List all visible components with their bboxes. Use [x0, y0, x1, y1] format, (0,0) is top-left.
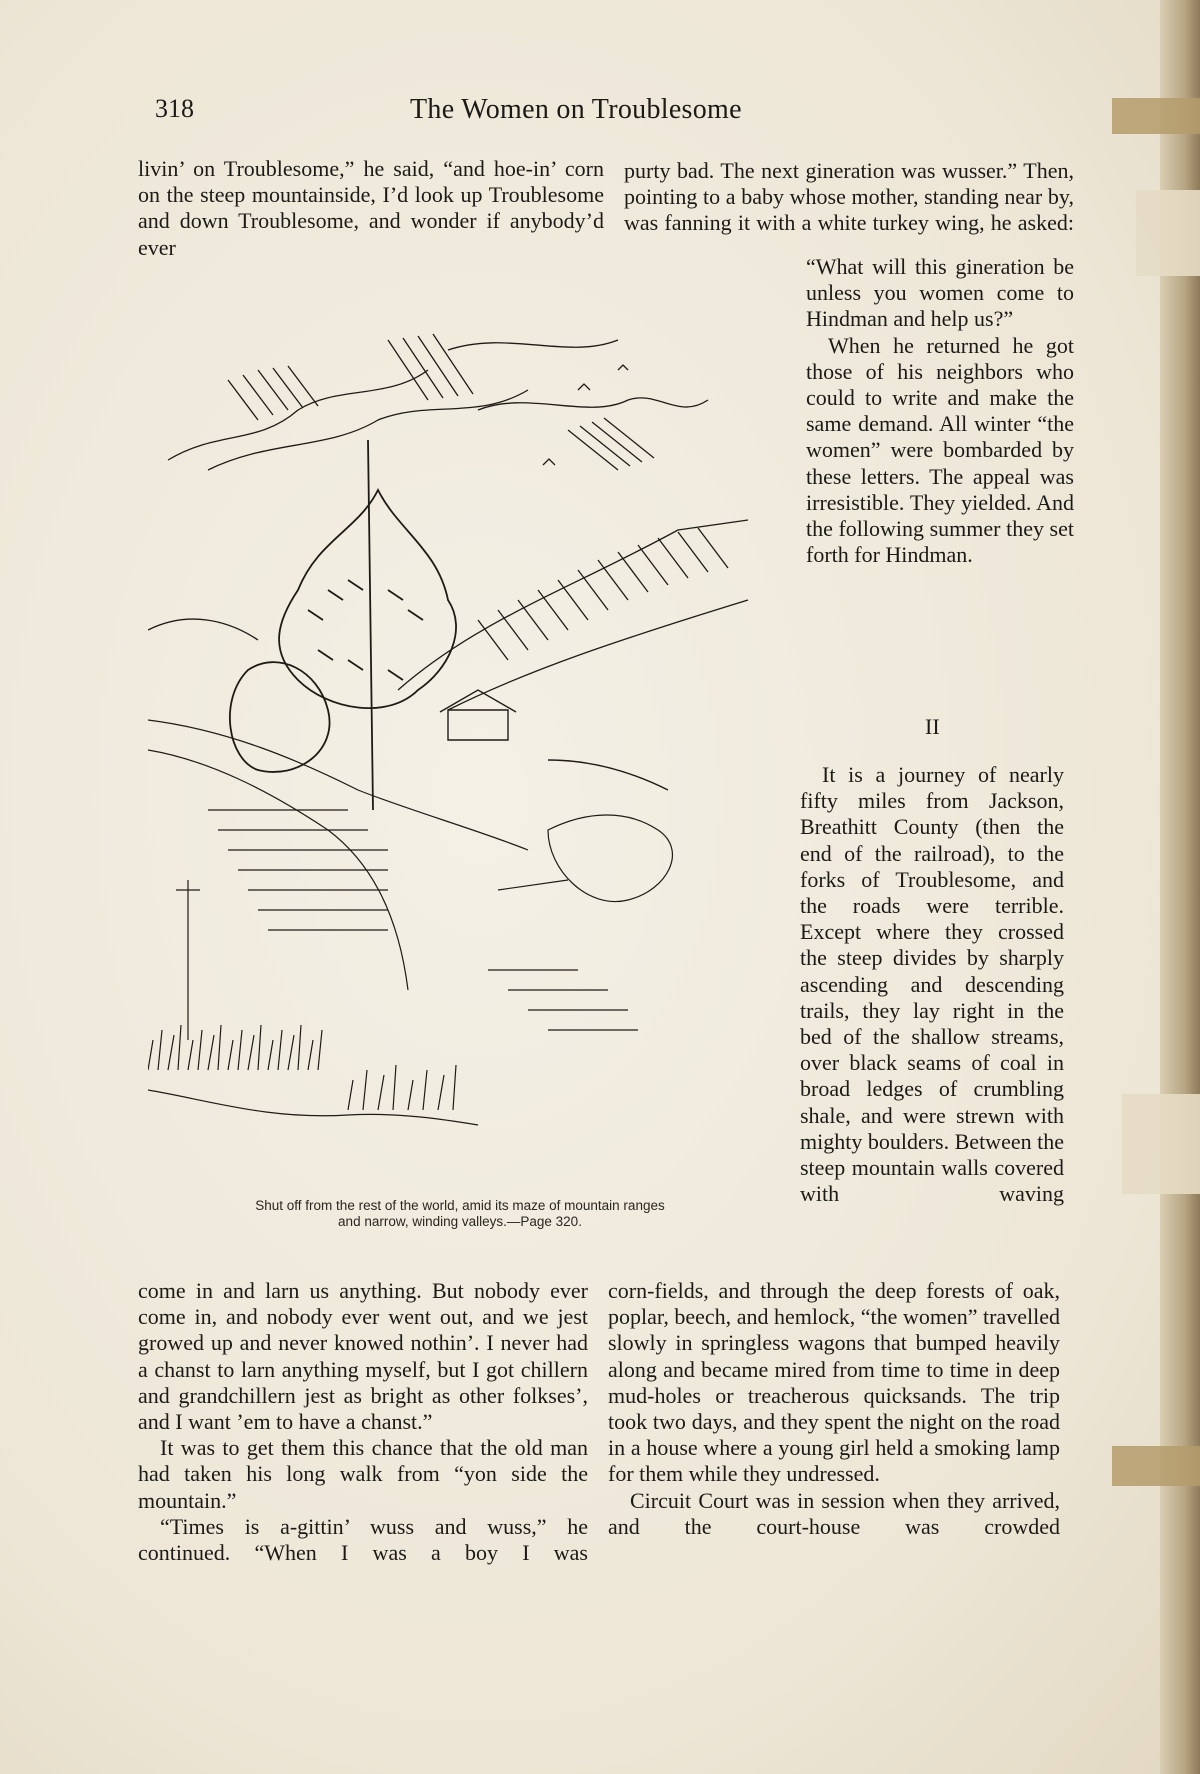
paragraph: livin’ on Troublesome,” he said, “and hoe-in’ corn on the steep mountainside, I’d look up Troublesome and down Troublesome, and wonder if anybody’d ever: [138, 156, 604, 260]
shrub: [548, 815, 672, 902]
sky-hatching: [228, 366, 318, 420]
column-narrow-lower: [800, 762, 1064, 1207]
cloud-line: [168, 370, 428, 460]
far-hills: [148, 619, 258, 640]
landscape-illustration: [148, 290, 768, 1170]
paragraph: “What will this gineration be unless you women come to Hindman and help us?”: [806, 254, 1074, 332]
water-lines: [488, 970, 638, 1030]
tree-crown: [279, 490, 456, 708]
column-left-top: [138, 156, 604, 261]
foliage-marks: [308, 580, 423, 680]
sky-hatching: [388, 334, 473, 400]
caption-line: Shut off from the rest of the world, amid its maze of mountain ranges: [255, 1198, 665, 1213]
bush: [230, 662, 330, 772]
foreground-grass: [148, 880, 478, 1125]
binding-tape: [1112, 98, 1200, 134]
paragraph: “Times is a-gittin’ wuss and wuss,” he continued. “When I was a boy I was: [138, 1513, 588, 1566]
grass-blades: [148, 1025, 322, 1070]
page-number: 318: [155, 94, 194, 123]
cabin-wall: [448, 710, 508, 740]
caption-line: and narrow, winding valleys.—Page 320.: [338, 1214, 582, 1229]
fence-post: [176, 880, 200, 1040]
clear-tape: [1136, 190, 1200, 276]
column-narrow-upper: [806, 254, 1074, 568]
clear-tape: [1122, 1094, 1200, 1194]
grass-blades: [348, 1065, 456, 1110]
sky-hatching: [568, 418, 654, 470]
water-lines: [208, 810, 388, 930]
ground-line: [148, 1090, 478, 1125]
paragraph: corn-fields, and through the deep forests of oak, poplar, beech, and hemlock, “the women” travelled slowly in springless wagons that bumped heavily along and became mired from time to time in deep mud-holes or treacherous quicksands. The trip took two days, and they spent the night on the road in a house where a young girl held a smoking lamp for them while they undressed.: [608, 1278, 1060, 1487]
column-right-bottom: [608, 1278, 1060, 1540]
paragraph: Circuit Court was in session when they arrived, and the court-house was crowded: [608, 1487, 1060, 1539]
cloud-line: [448, 340, 618, 350]
column-left-bottom: [138, 1278, 588, 1566]
binding-tape: [1112, 1446, 1200, 1486]
paragraph: It is a journey of nearly fifty miles from Jackson, Breathitt County (then the end of the railroad), to the forks of Troublesome, and the roads were terrible. Except where they crossed the steep divides by sharply ascending and descending trails, they lay right in the bed of the shallow streams, over black seams of coal in broad ledges of crumbling shale, and were strewn with mighty boulders. Between the steep mountain walls covered with waving: [800, 762, 1064, 1207]
section-numeral: II: [925, 714, 940, 739]
tree-trunk: [368, 440, 373, 810]
birds: [543, 365, 628, 465]
paragraph: purty bad. The next gineration was wusser.” Then, pointing to a baby whose mother, standing near by, was fanning it with a white turkey wing, he asked:: [624, 158, 1074, 236]
paragraph: It was to get them this chance that the old man had taken his long walk from “yon side the mountain.”: [138, 1435, 588, 1513]
paragraph: When he returned he got those of his neighbors who could to write and make the same demand. All winter “the women” were bombarded by these letters. The appeal was irresistible. They yielded. And the following summer they set forth for Hindman.: [806, 332, 1074, 568]
illustration-caption: [170, 1198, 750, 1230]
mountain-hatching: [478, 528, 728, 660]
cabin: [440, 690, 668, 790]
paragraph: come in and larn us anything. But nobody ever come in, and nobody ever went out, and we jest growed up and never knowed nothin’. I never had a chanst to larn anything myself, but I got chillern and grandchillern jest as bright as other folkses’, and I want ’em to have a chanst.”: [138, 1278, 588, 1435]
tree-group: [230, 440, 456, 810]
cloud-line: [478, 398, 708, 410]
running-head-title: The Women on Troublesome: [410, 94, 742, 125]
log: [498, 880, 568, 890]
mountain-ridge: [448, 600, 748, 710]
column-right-top: [624, 158, 1074, 237]
river: [148, 720, 672, 1030]
fence: [548, 760, 668, 790]
